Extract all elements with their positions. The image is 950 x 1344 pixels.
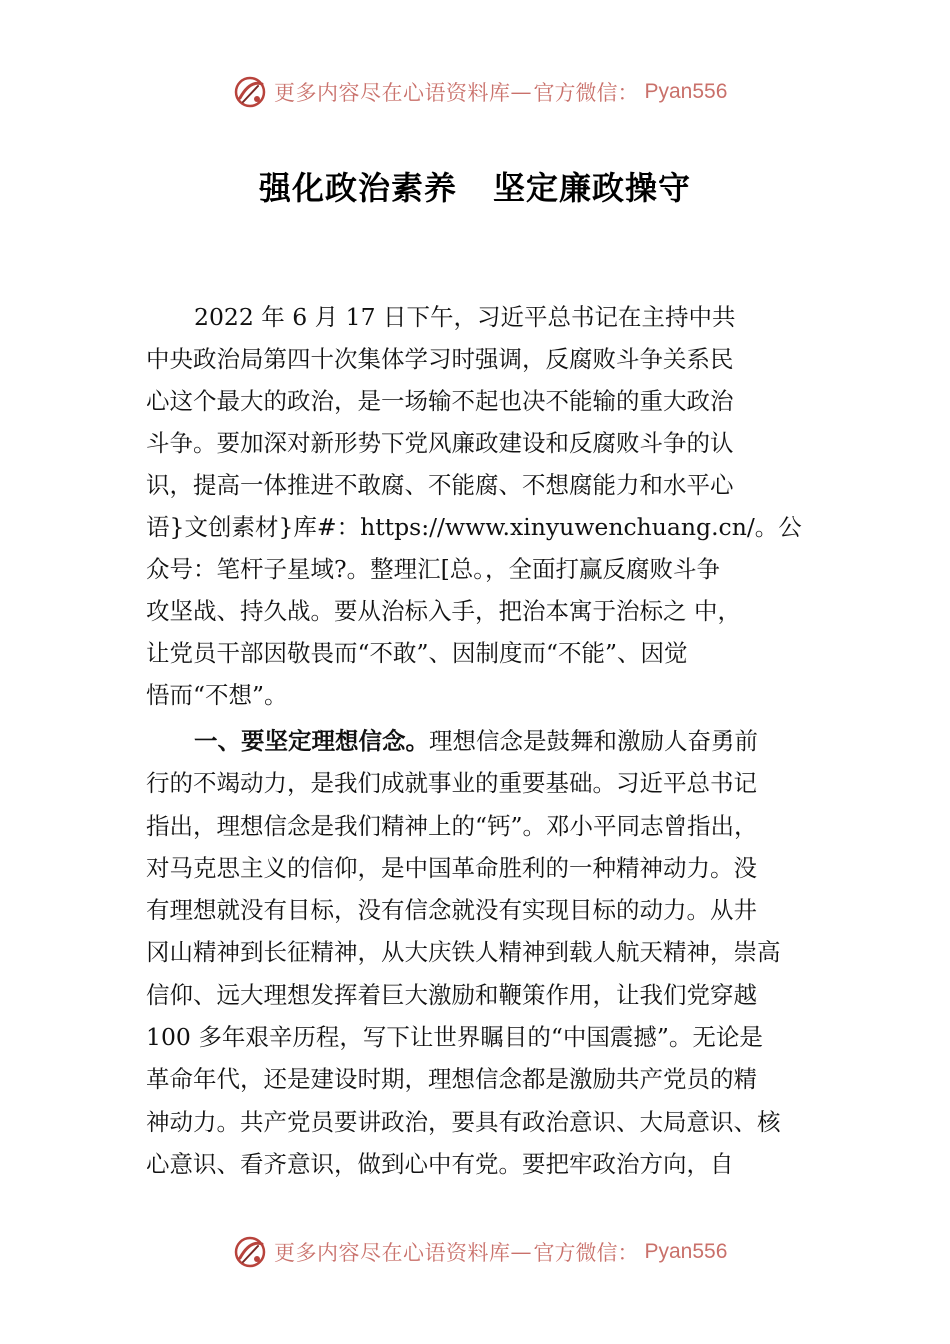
paragraph-line: 对马克思主义的信仰，是中国革命胜利的一种精神动力。没 xyxy=(146,853,757,882)
banner-separator: — xyxy=(510,1240,532,1264)
paragraph-line: 神动力。共产党员要讲政治，要具有政治意识、大局意识、核 xyxy=(146,1107,781,1136)
line-text: 理想信念是鼓舞和激励人奋勇前 xyxy=(429,727,758,755)
paragraph-line: 信仰、远大理想发挥着巨大激励和鞭策作用，让我们党穿越 xyxy=(146,980,757,1009)
paragraph-line: 悟而“不想”。 xyxy=(146,681,288,709)
banner-wechat-id: Pyan556 xyxy=(644,1240,728,1263)
banner-wechat-label: 官方微信： xyxy=(533,81,639,105)
paragraph-intro xyxy=(146,296,818,716)
banner-wechat-label: 官方微信： xyxy=(533,1241,639,1265)
paragraph-line: 冈山精神到长征精神，从大庆铁人精神到载人航天精神，崇高 xyxy=(146,938,781,967)
paragraph-line: 100 多年艰辛历程，写下让世界瞩目的“中国震撼”。无论是 xyxy=(146,1023,763,1052)
paragraph-line: 众号：笔杆子星域?。整理汇[总。，全面打赢反腐败斗争 xyxy=(146,555,721,583)
banner-main-text: 更多内容尽在心语资料库 xyxy=(274,81,511,105)
xinyu-logo-icon xyxy=(232,74,268,110)
paragraph-line: 识，提高一体推进不敢腐、不能腐、不想腐能力和水平心 xyxy=(146,471,734,499)
banner-wechat-id: Pyan556 xyxy=(644,80,728,103)
paragraph-line: 心这个最大的政治，是一场输不起也决不能输的重大政治 xyxy=(146,387,734,415)
title-part-1: 强化政治素养 xyxy=(258,169,457,207)
xinyu-logo-icon xyxy=(232,1234,268,1270)
paragraph-line: 语}文创素材}库#：https://www.xinyuwenchuang.cn/。公 xyxy=(146,513,802,541)
line-text: 2022 年 6 月 17 日下午，习近平总书记在主持中共 xyxy=(194,303,736,331)
paragraph-line: 革命年代，还是建设时期，理想信念都是激励共产党员的精 xyxy=(146,1065,757,1094)
paragraph-line: 斗争。要加深对新形势下党风廉政建设和反腐败斗争的认 xyxy=(146,429,734,457)
banner-main-text: 更多内容尽在心语资料库 xyxy=(274,1241,511,1265)
paragraph-line: 指出，理想信念是我们精神上的“钙”。邓小平同志曾指出， xyxy=(146,811,758,840)
section-heading: 一、要坚定理想信念。 xyxy=(194,727,429,755)
document-title xyxy=(0,163,950,209)
paragraph-line: 心意识、看齐意识，做到心中有党。要把牢政治方向，自 xyxy=(146,1149,734,1178)
paragraph-line xyxy=(146,296,818,338)
paragraph-line: 有理想就没有目标，没有信念就没有实现目标的动力。从井 xyxy=(146,896,757,925)
footer-watermark-banner xyxy=(232,1232,752,1272)
paragraph-line: 行的不竭动力，是我们成就事业的重要基础。习近平总书记 xyxy=(146,769,757,798)
paragraph-ideals xyxy=(146,720,818,1185)
paragraph-line xyxy=(146,720,818,762)
banner-separator: — xyxy=(510,80,532,104)
header-watermark-banner xyxy=(232,72,752,112)
paragraph-line: 攻坚战、持久战。要从治标入手，把治本寓于治标之 中， xyxy=(146,597,741,625)
paragraph-line: 让党员干部因敬畏而“不敢”、因制度而“不能”、因觉 xyxy=(146,639,688,667)
title-part-2: 坚定廉政操守 xyxy=(493,169,692,207)
paragraph-line: 中央政治局第四十次集体学习时强调，反腐败斗争关系民 xyxy=(146,345,734,373)
